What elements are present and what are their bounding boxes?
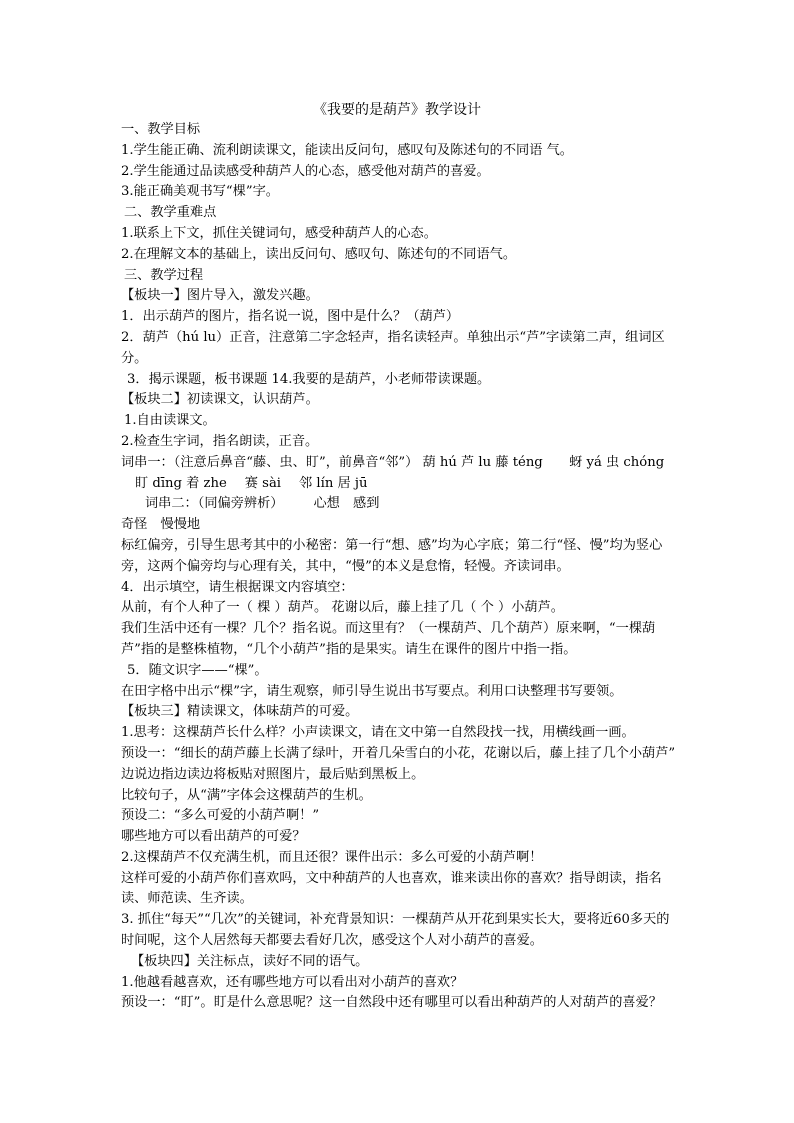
paragraph: 2.这棵葫芦不仅充满生机，而且还很？课件出示：多么可爱的小葫芦啊！	[121, 849, 543, 865]
word-list-1-cont	[121, 474, 681, 495]
paragraph: 1.思考：这棵葫芦长什么样？小声读课文，请在文中第一自然段找一找，用横线画一画。	[121, 725, 635, 741]
paragraph: 1.学生能正确、流利朗读课文，能读出反问句，感叹句及陈述句的不同语 气。	[121, 142, 573, 158]
paragraph: 我们生活中还有一棵？几个？指名说。而这里有？（一棵葫芦、几个葫芦）原来啊，“一棵葫芦”指的是整株植物，“几个小葫芦”指的是果实。请生在课件的图片中指一指。	[121, 621, 656, 657]
section-heading-key-points: 二、教学重难点	[124, 205, 217, 221]
paragraph: 标红偏旁，引导生思考其中的小秘密：第一行“想、感”均为心字底；第二行“怪、慢”均为竖心旁，这两个偏旁均与心理有关，其中，“慢”的本义是怠惰，轻慢。齐读词串。	[121, 537, 663, 574]
document-title: 《我要的是葫芦》教学设计	[313, 102, 481, 118]
section-heading-process: 三、教学过程	[124, 267, 204, 283]
word-list-2	[121, 494, 681, 515]
paragraph: 3.能正确美观书写“棵”字。	[121, 184, 279, 200]
block-heading-1: 【板块一】图片导入，激发兴趣。	[121, 288, 319, 304]
paragraph: 预设二：“多么可爱的小葫芦啊！”	[121, 808, 320, 824]
block-heading-4: 【板块四】关注标点，读好不同的语气。	[131, 953, 369, 969]
paragraph: 3．揭示课题，板书课题 14.我要的是葫芦，小老师带读课题。	[127, 371, 491, 387]
paragraph: 2.检查生字词，指名朗读，正音。	[121, 433, 319, 449]
document-body	[121, 120, 681, 1014]
block-heading-3: 【板块三】精读课文，体味葫芦的可爱。	[121, 704, 359, 720]
paragraph: 在田字格中出示“棵”字，请生观察，师引导生说出书写要点。利用口诀整理书写要领。	[121, 683, 623, 699]
word-item: 赛 sài	[244, 475, 282, 491]
paragraph: 2．葫芦（hú lu）正音，注意第二字念轻声，指名读轻声。单独出示“芦”字读第二声，组词区分。	[121, 329, 665, 366]
paragraph: 1.自由读课文。	[124, 413, 216, 429]
paragraph: 1.联系上下文，抓住关键词句，感受种葫芦人的心态。	[121, 225, 437, 241]
paragraph: 1.他越看越喜欢，还有哪些地方可以看出对小葫芦的喜欢？	[121, 974, 464, 990]
paragraph: 从前，有个人种了一（ 棵 ）葫芦。 花谢以后，藤上挂了几（ 个 ）小葫芦。	[121, 600, 564, 616]
paragraph: 3. 抓住“每天”“几次”的关键词，补充背景知识：一棵葫芦从开花到果实长大，要将近60多天的时间呢，这个人居然每天都要去看好几次，感受这个人对小葫芦的喜爱。	[121, 912, 670, 949]
section-heading-goals: 一、教学目标	[121, 122, 201, 137]
word-item: 邻 lín 居 jū	[299, 475, 368, 491]
paragraph: 这样可爱的小葫芦你们喜欢吗，文中种葫芦的人也喜欢，谁来读出你的喜欢？指导朗读，指名读、师范读、生齐读。	[121, 870, 662, 907]
paragraph: 1．出示葫芦的图片，指名说一说，图中是什么？（葫芦）	[121, 309, 460, 325]
word-list-2-label: 词串二：（同偏旁辨析）	[145, 496, 284, 512]
word-list-2-cont: 奇怪 慢慢地	[121, 517, 201, 533]
paragraph: 4．出示填空，请生根据课文内容填空：	[121, 579, 354, 595]
paragraph: 2.在理解文本的基础上，读出反问句、感叹句、陈述句的不同语气。	[121, 246, 517, 262]
paragraph: 预设一：“盯”。盯是什么意思呢？这一自然段中还有哪里可以看出种葫芦的人对葫芦的喜爱？	[121, 995, 662, 1011]
paragraph: 5．随文识字——“棵”。	[127, 662, 268, 678]
word-item: 心想 感到	[313, 496, 380, 512]
word-item: 盯 dīng 着 zhe	[135, 475, 227, 491]
paragraph: 比较句子，从“满”字体会这棵葫芦的生机。	[121, 787, 372, 803]
paragraph: 预设一：“细长的葫芦藤上长满了绿叶，开着几朵雪白的小花，花谢以后，藤上挂了几个小葫芦” 边说边指边读边将板贴对照图片，最后贴到黑板上。	[121, 745, 676, 782]
block-heading-2: 【板块二】初读课文，认识葫芦。	[121, 392, 319, 408]
paragraph: 哪些地方可以看出葫芦的可爱？	[121, 829, 306, 845]
word-list-1: 词串一：（注意后鼻音“藤、虫、盯”，前鼻音“邻”） 葫 hú 芦 lu 藤 téng 蚜 yá 虫 chóng	[121, 454, 665, 470]
paragraph: 2.学生能通过品读感受种葫芦人的心态，感受他对葫芦的喜爱。	[121, 163, 490, 179]
